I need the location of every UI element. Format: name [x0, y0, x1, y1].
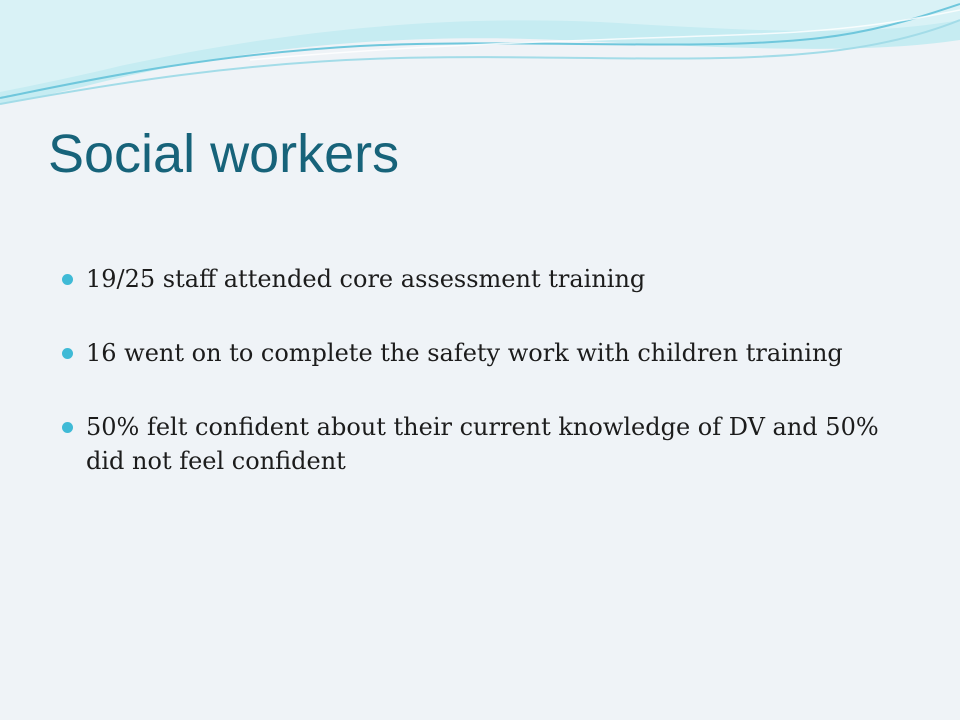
bullet-text: 19/25 staff attended core assessment training — [86, 265, 646, 293]
bullet-item — [62, 262, 902, 296]
header-wave-decoration — [0, 0, 960, 130]
bullet-item — [62, 410, 902, 478]
bullet-dot-icon — [62, 274, 73, 285]
bullet-text: 16 went on to complete the safety work with children training — [86, 339, 843, 367]
bullet-list — [62, 262, 902, 518]
bullet-dot-icon — [62, 348, 73, 359]
bullet-text: 50% felt confident about their current knowledge of DV and 50% did not feel confident — [86, 413, 879, 475]
bullet-item — [62, 336, 902, 370]
slide-title: Social workers — [48, 124, 400, 184]
bullet-dot-icon — [62, 422, 73, 433]
